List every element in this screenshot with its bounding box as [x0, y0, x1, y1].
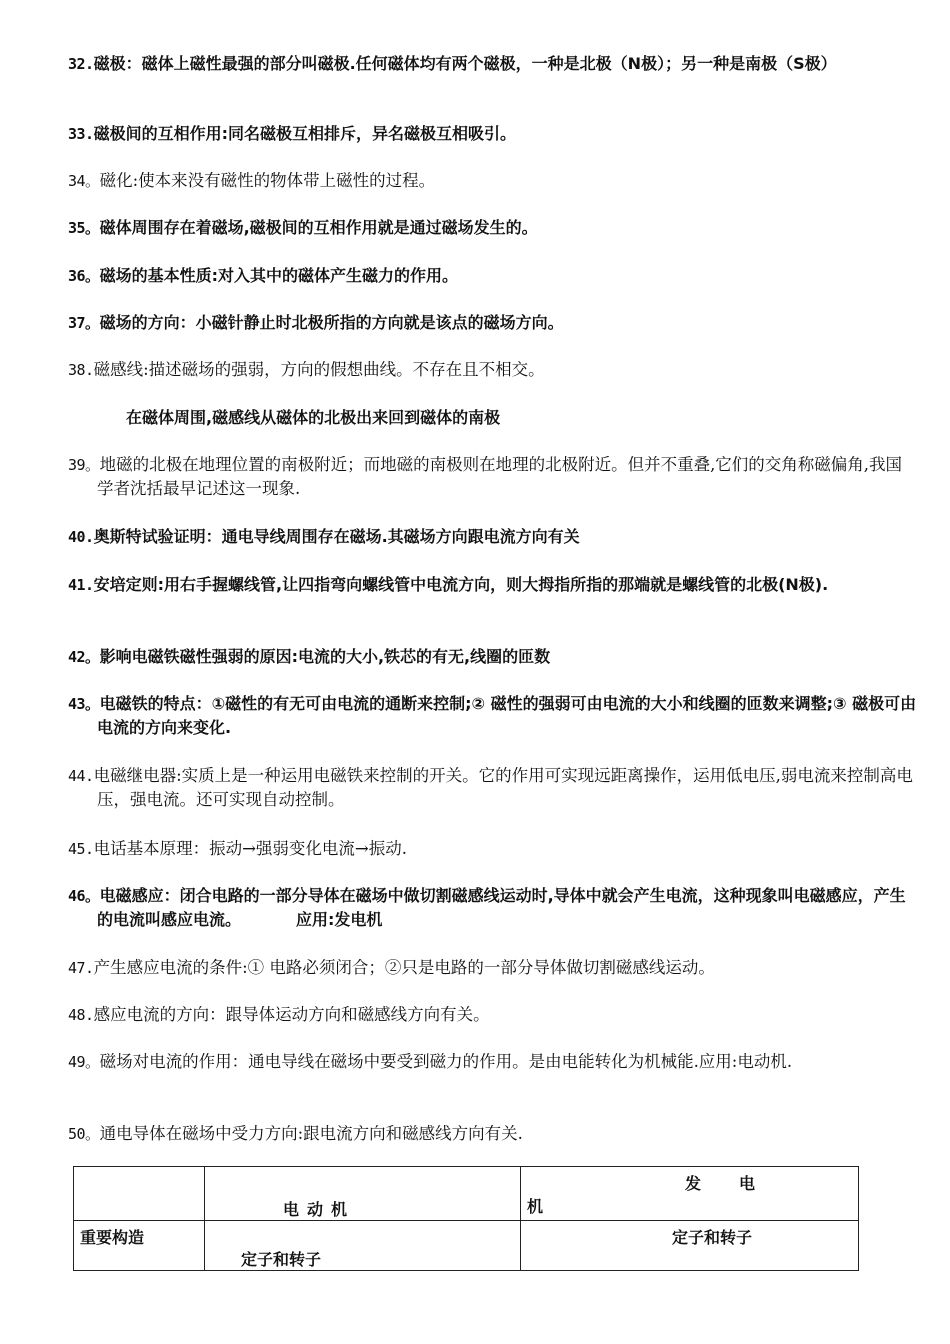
list-item-37	[68, 311, 917, 335]
item-number: 38.	[68, 361, 94, 379]
list-item-44	[68, 764, 917, 811]
item-number: 39。	[68, 456, 100, 474]
item-text: 奥斯特试验证明：通电导线周围存在磁场.其磁场方向跟电流方向有关	[93, 527, 580, 546]
item-text: 电磁感应：闭合电路的一部分导体在磁场中做切割磁感线运动时,导体中就会产生电流，这种现象叫电磁感应，产生的电流叫感应电流。	[97, 886, 906, 929]
item-suffix: 应用:发电机	[296, 910, 383, 929]
item-number: 36。	[68, 267, 100, 285]
item-text: 磁场的方向：小磁针静止时北极所指的方向就是该点的磁场方向。	[99, 313, 564, 332]
item-number: 50。	[68, 1125, 100, 1143]
item-text: 感应电流的方向：跟导体运动方向和磁感线方向有关。	[93, 1005, 490, 1024]
list-item-38	[68, 358, 917, 382]
item-number: 47.	[68, 959, 94, 977]
item-text: 通电导体在磁场中受力方向:跟电流方向和磁感线方向有关.	[99, 1124, 523, 1143]
item-number: 45.	[68, 840, 94, 858]
header-motor-label: 电动机	[283, 1200, 356, 1219]
list-item-45	[68, 837, 917, 861]
item-text: 地磁的北极在地理位置的南极附近；而地磁的南极则在地理的北极附近。但并不重叠,它们的交角称磁偏角,我国学者沈括最早记述这一现象.	[97, 455, 903, 498]
table-header-row	[74, 1167, 859, 1221]
item-text: 磁感线:描述磁场的强弱，方向的假想曲线。不存在且不相交。	[93, 360, 545, 379]
item-number: 35。	[68, 219, 100, 237]
item-number: 32.	[68, 55, 94, 73]
header-generator-label-bottom: 机	[527, 1197, 544, 1216]
row-label-text: 重要构造	[80, 1228, 145, 1247]
item-text: 磁化:使本来没有磁性的物体带上磁性的过程。	[99, 171, 436, 190]
table-cell-empty	[74, 1167, 205, 1221]
list-item-46	[68, 884, 917, 931]
list-item-42	[68, 645, 917, 669]
list-item-36	[68, 264, 917, 288]
list-item-40	[68, 525, 917, 549]
item-text: 磁极：磁体上磁性最强的部分叫磁极.任何磁体均有两个磁极，一种是北极（N极）；另一种是南极（S极）	[93, 54, 837, 73]
item-number: 37。	[68, 314, 100, 332]
item-text: 产生感应电流的条件:① 电路必须闭合；②只是电路的一部分导体做切割磁感线运动。	[93, 958, 715, 977]
list-item-32	[68, 52, 917, 76]
list-item-34	[68, 169, 917, 193]
table-row-label	[74, 1221, 205, 1271]
item-text: 影响电磁铁磁性强弱的原因:电流的大小,铁芯的有无,线圈的匝数	[99, 647, 551, 666]
item-text: 电磁继电器:实质上是一种运用电磁铁来控制的开关。它的作用可实现远距离操作，运用低电压,弱电流来控制高电压，强电流。还可实现自动控制。	[93, 766, 913, 809]
item-text: 安培定则:用右手握螺线管,让四指弯向螺线管中电流方向，则大拇指所指的那端就是螺线管的北极(N极).	[93, 575, 829, 594]
table-header-generator	[521, 1167, 859, 1221]
list-item-47	[68, 956, 917, 980]
item-text: 磁体周围存在着磁场,磁极间的互相作用就是通过磁场发生的。	[99, 218, 538, 237]
list-item-50	[68, 1122, 917, 1146]
list-item-39	[68, 453, 917, 500]
item-number: 41.	[68, 576, 94, 594]
list-item-48	[68, 1003, 917, 1027]
list-item-35	[68, 216, 917, 240]
table-header-motor	[205, 1167, 521, 1221]
item-number: 48.	[68, 1006, 94, 1024]
generator-structure: 定子和转子	[672, 1228, 753, 1247]
table-row	[74, 1221, 859, 1271]
item-number: 44.	[68, 767, 94, 785]
table-cell-generator	[521, 1221, 859, 1271]
header-generator-label-top: 发电	[685, 1174, 794, 1193]
motor-structure: 定子和转子	[241, 1250, 322, 1269]
item-number: 49。	[68, 1053, 100, 1071]
item-number: 40.	[68, 528, 94, 546]
item-number: 43。	[68, 695, 100, 713]
list-item-49	[68, 1050, 888, 1074]
item-text: 电磁铁的特点：①磁性的有无可由电流的通断来控制;② 磁性的强弱可由电流的大小和线圈的匝数来调整;③ 磁极可由电流的方向来变化.	[97, 694, 917, 737]
item-number: 34。	[68, 172, 100, 190]
motor-generator-table	[73, 1166, 859, 1271]
list-item-43	[68, 692, 917, 739]
item-number: 46。	[68, 887, 100, 905]
item-text: 电话基本原理：振动→强弱变化电流→振动.	[93, 839, 407, 858]
item-text: 磁极间的互相作用:同名磁极互相排斥，异名磁极互相吸引。	[93, 124, 516, 143]
item-number: 33.	[68, 125, 94, 143]
table-cell-motor	[205, 1221, 521, 1271]
list-item-41	[68, 573, 917, 597]
item-text: 磁场的基本性质:对入其中的磁体产生磁力的作用。	[99, 266, 458, 285]
note-38: 在磁体周围,磁感线从磁体的北极出来回到磁体的南极	[126, 408, 501, 427]
item-number: 42。	[68, 648, 100, 666]
item-text: 磁场对电流的作用：通电导线在磁场中要受到磁力的作用。是由电能转化为机械能.应用:电动机.	[99, 1052, 793, 1071]
list-item-33	[68, 122, 917, 146]
